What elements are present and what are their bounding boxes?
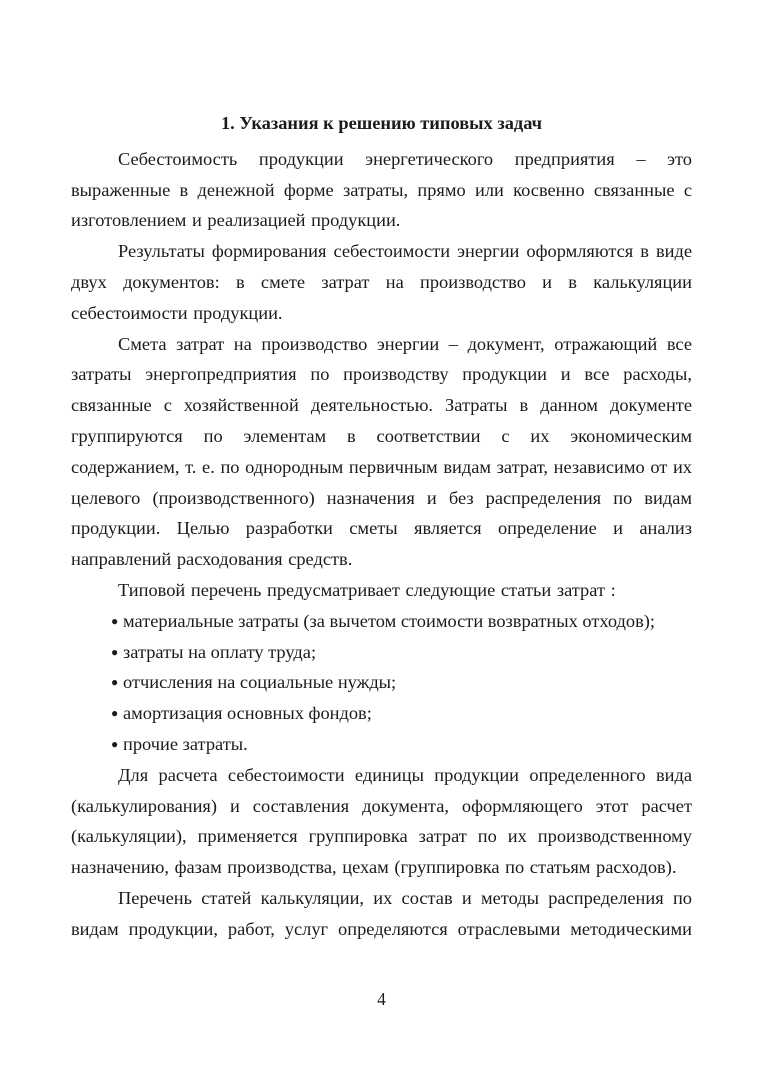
list-item-label: материальные затраты (за вычетом стоимости возвратных отходов); (123, 610, 655, 631)
paragraph-cost-estimate: Смета затрат на производство энергии – документ, отражающий все затраты энергопредприятия по производству продукции и все расходы, связанные с хозяйственной деятельностью. Затраты в данном документе группируются по элементам в соответствии с их экономическим содержанием, т. е. по однородным первичным видам затрат, независимо от их целевого (производственного) назначения и без распределения по видам продукции. Целью разработки сметы является определение и анализ направлений расходования средств. (71, 333, 692, 570)
list-item-label: прочие затраты. (123, 733, 248, 754)
paragraph-two-documents: Результаты формирования себестоимости энергии оформляются в виде двух документов: в смете затрат на производство и в калькуляции себестоимости продукции. (71, 241, 692, 323)
paragraph-articles-list: Перечень статей калькуляции, их состав и методы распределения по видам продукции, работ, услуг определяются отраслевыми методическими (71, 887, 692, 939)
list-item-label: амортизация основных фондов; (123, 703, 372, 724)
cost-items-list (71, 606, 692, 760)
list-item-label: затраты на оплату труда; (123, 641, 317, 662)
list-item-depreciation (71, 698, 692, 729)
paragraph-cost-definition: Себестоимость продукции энергетического предприятия – это выраженные в денежной форме затраты, прямо или косвенно связанные с изготовлением и реализацией продукции. (71, 148, 692, 231)
bullet-icon: ● (111, 706, 119, 721)
list-item-labor-costs (71, 637, 692, 668)
bullet-icon: ● (111, 613, 119, 628)
list-item-other-costs (71, 729, 692, 760)
bullet-icon: ● (111, 736, 119, 751)
list-item-material-costs (71, 606, 692, 637)
paragraph-list-intro: Типовой перечень предусматривает следующие статьи затрат : (118, 579, 616, 600)
list-item-social-contributions (71, 667, 692, 698)
page-title: 1. Указания к решению типовых задач (220, 113, 543, 133)
bullet-icon: ● (111, 644, 119, 659)
bullet-icon: ● (111, 675, 119, 690)
list-item-label: отчисления на социальные нужды; (123, 672, 397, 693)
paragraph-calculation: Для расчета себестоимости единицы продукции определенного вида (калькулирования) и составления документа, оформляющего этот расчет (калькуляции), применяется группировка затрат по их производственному назначению, фазам производства, цехам (группировка по статьям расходов). (71, 764, 692, 878)
page-number: 4 (377, 989, 386, 1009)
